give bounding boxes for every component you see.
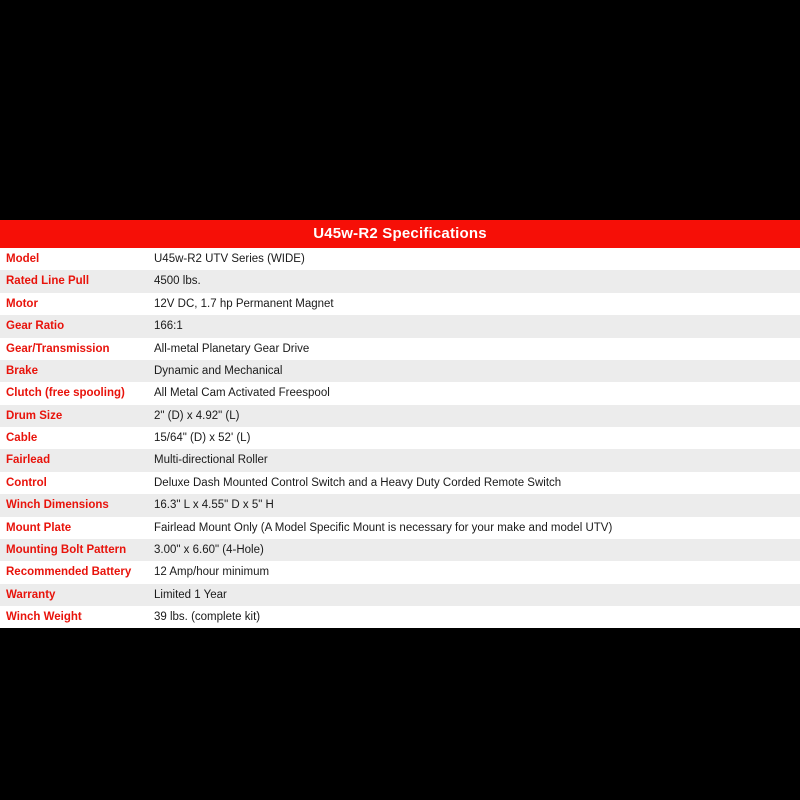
spec-value: 15/64" (D) x 52' (L) (154, 432, 251, 444)
spec-label: Gear/Transmission (6, 342, 110, 355)
table-row (0, 539, 800, 561)
table-row (0, 360, 800, 382)
spec-label: Mount Plate (6, 521, 72, 534)
specifications-table (0, 248, 800, 628)
spec-label: Winch Dimensions (6, 499, 109, 512)
table-row (0, 293, 800, 315)
spec-value: 4500 lbs. (154, 275, 201, 288)
spec-value: Fairlead Mount Only (A Model Specific Mount is necessary for your make and model UTV) (154, 521, 613, 534)
spec-label: Fairlead (6, 454, 51, 467)
specification-sheet (0, 220, 800, 628)
spec-label: Winch Weight (6, 611, 82, 623)
spec-value: 3.00" x 6.60" (4-Hole) (154, 543, 264, 556)
table-row (0, 427, 800, 449)
spec-value: 166:1 (154, 320, 183, 333)
table-row (0, 472, 800, 494)
table-row (0, 248, 800, 270)
spec-label: Gear Ratio (6, 320, 65, 333)
spec-label: Motor (6, 297, 38, 310)
table-row (0, 270, 800, 292)
specifications-table-body (0, 248, 800, 628)
spec-value: All Metal Cam Activated Freespool (154, 387, 330, 400)
spec-value: 12V DC, 1.7 hp Permanent Magnet (154, 297, 334, 310)
table-row (0, 584, 800, 606)
spec-label: Brake (6, 364, 38, 377)
spec-label: Drum Size (6, 409, 63, 422)
table-row (0, 338, 800, 360)
spec-value: All-metal Planetary Gear Drive (154, 342, 310, 355)
spec-label: Clutch (free spooling) (6, 387, 125, 400)
spec-value: U45w-R2 UTV Series (WIDE) (154, 253, 305, 265)
spec-label: Control (6, 476, 47, 489)
spec-label: Recommended Battery (6, 566, 132, 579)
spec-label: Cable (6, 432, 38, 444)
table-row (0, 517, 800, 539)
spec-value: 39 lbs. (complete kit) (154, 611, 261, 623)
spec-label: Rated Line Pull (6, 275, 90, 288)
spec-sheet-title: U45w-R2 Specifications (0, 220, 800, 248)
spec-value: Limited 1 Year (154, 588, 227, 601)
table-row (0, 382, 800, 404)
spec-value: Dynamic and Mechanical (154, 364, 283, 377)
spec-value: 2" (D) x 4.92" (L) (154, 409, 240, 422)
spec-label: Model (6, 253, 40, 265)
table-row (0, 315, 800, 337)
spec-value: Multi-directional Roller (154, 454, 268, 467)
spec-label: Warranty (6, 588, 56, 601)
table-row (0, 606, 800, 628)
table-row (0, 494, 800, 516)
table-row (0, 561, 800, 583)
spec-value: 16.3" L x 4.55" D x 5" H (154, 499, 274, 512)
spec-label: Mounting Bolt Pattern (6, 543, 127, 556)
table-row (0, 449, 800, 471)
table-row (0, 405, 800, 427)
spec-value: 12 Amp/hour minimum (154, 566, 270, 579)
spec-value: Deluxe Dash Mounted Control Switch and a Heavy Duty Corded Remote Switch (154, 476, 562, 489)
